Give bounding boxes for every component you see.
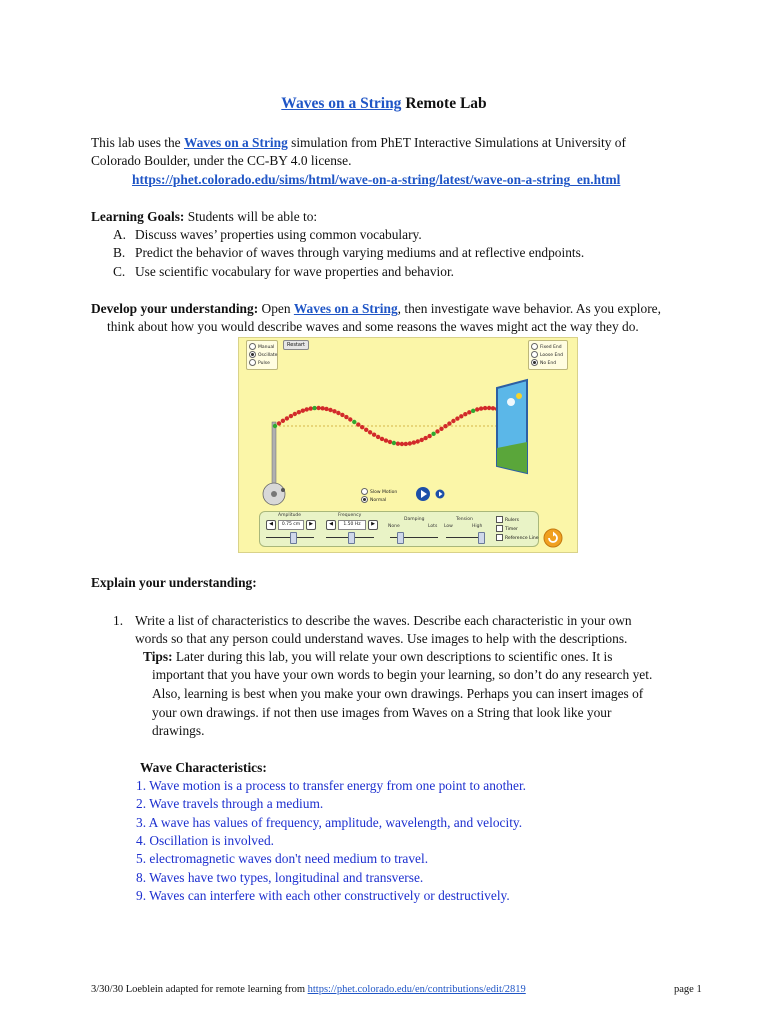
footer-link[interactable]: https://phet.colorado.edu/en/contributions/edit/2819 <box>307 984 526 995</box>
string-bead <box>364 428 368 432</box>
string-bead <box>376 435 380 439</box>
reference-line-checkbox[interactable]: Reference Line <box>496 534 538 541</box>
rulers-checkbox[interactable]: Rulers <box>496 516 519 523</box>
characteristic-item: 4. Oscillation is involved. <box>136 833 274 848</box>
intro-sim-link[interactable]: Waves on a String <box>183 135 288 150</box>
string-bead <box>332 409 336 413</box>
tension-slider[interactable] <box>478 532 485 544</box>
mode-pulse[interactable]: Pulse <box>249 359 270 366</box>
string-bead <box>447 421 451 425</box>
string-bead <box>396 442 400 446</box>
frequency-label: Frequency <box>338 513 362 518</box>
string-bead <box>483 406 487 410</box>
characteristic-item: 3. A wave has values of frequency, amplitude, wavelength, and velocity. <box>136 815 523 830</box>
tips-text: Later during this lab, you will relate your own descriptions to scientific ones. It is <box>172 649 613 664</box>
amplitude-decrease-button[interactable]: ◀ <box>266 520 276 530</box>
title-link[interactable]: Waves on a String <box>281 95 402 112</box>
goal-text: Predict the behavior of waves through varying mediums and at reflective endpoints. <box>135 245 585 260</box>
string-bead <box>388 440 392 444</box>
learning-goals-intro <box>91 208 317 226</box>
simulation-screenshot <box>238 337 578 553</box>
learning-goals-lead: Students will be able to: <box>184 209 318 224</box>
tips-line-2: important that you have your own words to begin your learning, so don’t do any research yet. <box>152 667 653 682</box>
footer-credit <box>91 984 526 995</box>
intro-text-post: simulation from PhET Interactive Simulations at University of <box>287 135 626 150</box>
string-bead <box>368 430 372 434</box>
string-bead <box>427 434 431 438</box>
string-bead <box>297 410 301 414</box>
mode-manual[interactable]: Manual <box>249 343 274 350</box>
characteristic-item: 9. Waves can interfere with each other constructively or destructively. <box>136 888 510 903</box>
string-bead <box>451 419 455 423</box>
string-bead <box>423 436 427 440</box>
goal-text: Discuss waves’ properties using common vocabulary. <box>135 227 422 242</box>
end-none[interactable]: No End <box>531 359 556 366</box>
frequency-slider[interactable] <box>348 532 355 544</box>
string-bead <box>312 406 316 410</box>
goal-marker: A. <box>113 227 127 242</box>
string-bead <box>301 409 305 413</box>
end-loose[interactable]: Loose End <box>531 351 563 358</box>
question-1-line-1: Write a list of characteristics to describe the waves. Describe each characteristic in your own <box>135 613 632 628</box>
amplitude-label: Amplitude <box>278 513 302 518</box>
string-beads <box>273 406 499 446</box>
string-bead <box>459 414 463 418</box>
frequency-decrease-button[interactable]: ◀ <box>326 520 336 530</box>
tips-label: Tips: <box>143 649 173 664</box>
damping-lots-label: Lots <box>428 524 438 529</box>
string-bead <box>435 429 439 433</box>
string-bead <box>392 441 396 445</box>
characteristic-item: 1. Wave motion is a process to transfer energy from one point to another. <box>136 778 527 793</box>
string-bead <box>471 409 475 413</box>
string-bead <box>316 406 320 410</box>
characteristic-item: 2. Wave travels through a medium. <box>136 796 324 811</box>
tension-label: Tension <box>456 517 473 522</box>
frequency-field[interactable]: 1.50 Hz <box>338 520 366 530</box>
goal-marker: B. <box>113 245 126 260</box>
string-bead <box>491 406 495 410</box>
reset-all-button[interactable] <box>543 528 563 548</box>
restart-button[interactable]: Restart <box>283 340 309 350</box>
damping-label: Damping <box>404 517 425 522</box>
damping-slider[interactable] <box>397 532 404 544</box>
end-fixed[interactable]: Fixed End <box>531 343 562 350</box>
string-bead <box>289 414 293 418</box>
tension-high-label: High <box>472 524 483 529</box>
string-bead <box>273 424 277 428</box>
string-bead <box>487 406 491 410</box>
page-title <box>0 95 768 113</box>
string-bead <box>420 438 424 442</box>
string-bead <box>305 407 309 411</box>
develop-heading: Develop your understanding: <box>91 301 259 316</box>
page-number: page 1 <box>674 984 702 995</box>
string-bead <box>328 408 332 412</box>
string-bead <box>344 415 348 419</box>
characteristic-item: 8. Waves have two types, longitudinal and transverse. <box>136 870 424 885</box>
string-bead <box>277 421 281 425</box>
frequency-increase-button[interactable]: ▶ <box>368 520 378 530</box>
string-bead <box>293 412 297 416</box>
title-rest: Remote Lab <box>401 95 487 112</box>
string-bead <box>431 432 435 436</box>
footer-text: 3/30/30 Loeblein adapted for remote learning from <box>91 984 308 995</box>
string-bead <box>281 419 285 423</box>
intro-line-2: Colorado Boulder, under the CC-BY 4.0 license. <box>91 153 352 168</box>
string-bead <box>285 416 289 420</box>
question-1-line-2: words so that any person could understand waves. Use images to help with the descriptions. <box>135 631 628 646</box>
tension-track <box>446 537 482 538</box>
string-bead <box>380 437 384 441</box>
goal-marker: C. <box>113 264 126 279</box>
string-bead <box>416 439 420 443</box>
string-bead <box>443 424 447 428</box>
develop-post: , then investigate wave behavior. As you explore, <box>397 301 661 316</box>
string-bead <box>479 406 483 410</box>
goal-text: Use scientific vocabulary for wave properties and behavior. <box>135 264 455 279</box>
develop-line-2: think about how you would describe waves and some reasons the waves might act the way they do. <box>107 319 639 334</box>
amplitude-increase-button[interactable]: ▶ <box>306 520 316 530</box>
play-controls <box>415 486 445 502</box>
string-bead <box>408 441 412 445</box>
string-bead <box>340 413 344 417</box>
tips-line-4: your own drawings. if not then use images from Waves on a String that look like your <box>152 705 612 720</box>
tension-low-label: Low <box>444 524 453 529</box>
string-bead <box>324 407 328 411</box>
characteristic-item: 5. electromagnetic waves don't need medium to travel. <box>136 851 429 866</box>
string-bead <box>384 438 388 442</box>
string-bead <box>372 433 376 437</box>
timer-checkbox[interactable]: Timer <box>496 525 518 532</box>
develop-sim-link[interactable]: Waves on a String <box>293 301 398 316</box>
sim-url-link[interactable]: https://phet.colorado.edu/sims/html/wave-on-a-string/latest/wave-on-a-string_en.html <box>132 172 621 187</box>
tips-line-5: drawings. <box>152 723 205 738</box>
goal-item <box>113 226 422 244</box>
string-bead <box>320 406 324 410</box>
goal-item <box>113 263 454 281</box>
develop-pre: Open <box>258 301 294 316</box>
string-bead <box>475 407 479 411</box>
tips-line-1 <box>143 648 612 666</box>
string-bead <box>467 410 471 414</box>
intro-line-1 <box>91 134 626 152</box>
tips-line-3: Also, learning is best when you make your own drawings. Perhaps you can insert images of <box>152 686 644 701</box>
speed-normal[interactable]: Normal <box>361 496 386 503</box>
damping-none-label: None <box>388 524 400 529</box>
string-bead <box>400 442 404 446</box>
goal-item <box>113 244 584 262</box>
develop-line-1 <box>91 300 661 318</box>
string-bead <box>360 425 364 429</box>
explain-heading: Explain your understanding: <box>91 575 257 590</box>
speed-slow[interactable]: Slow Motion <box>361 488 397 495</box>
string-bead <box>412 440 416 444</box>
mode-oscillate[interactable]: Oscillate <box>249 351 277 358</box>
question-1-marker: 1. <box>113 613 124 628</box>
amplitude-field[interactable]: 0.75 cm <box>278 520 304 530</box>
string-bead <box>404 442 408 446</box>
intro-text: This lab uses the <box>91 135 184 150</box>
string-bead <box>356 422 360 426</box>
string-bead <box>455 416 459 420</box>
control-panel <box>259 511 539 547</box>
string-bead <box>352 420 356 424</box>
learning-goals-heading: Learning Goals: <box>91 209 185 224</box>
string-bead <box>463 412 467 416</box>
string-bead <box>348 417 352 421</box>
amplitude-slider[interactable] <box>290 532 297 544</box>
characteristics-heading: Wave Characteristics: <box>140 760 267 775</box>
string-bead <box>309 406 313 410</box>
string-bead <box>336 411 340 415</box>
string-bead <box>439 427 443 431</box>
